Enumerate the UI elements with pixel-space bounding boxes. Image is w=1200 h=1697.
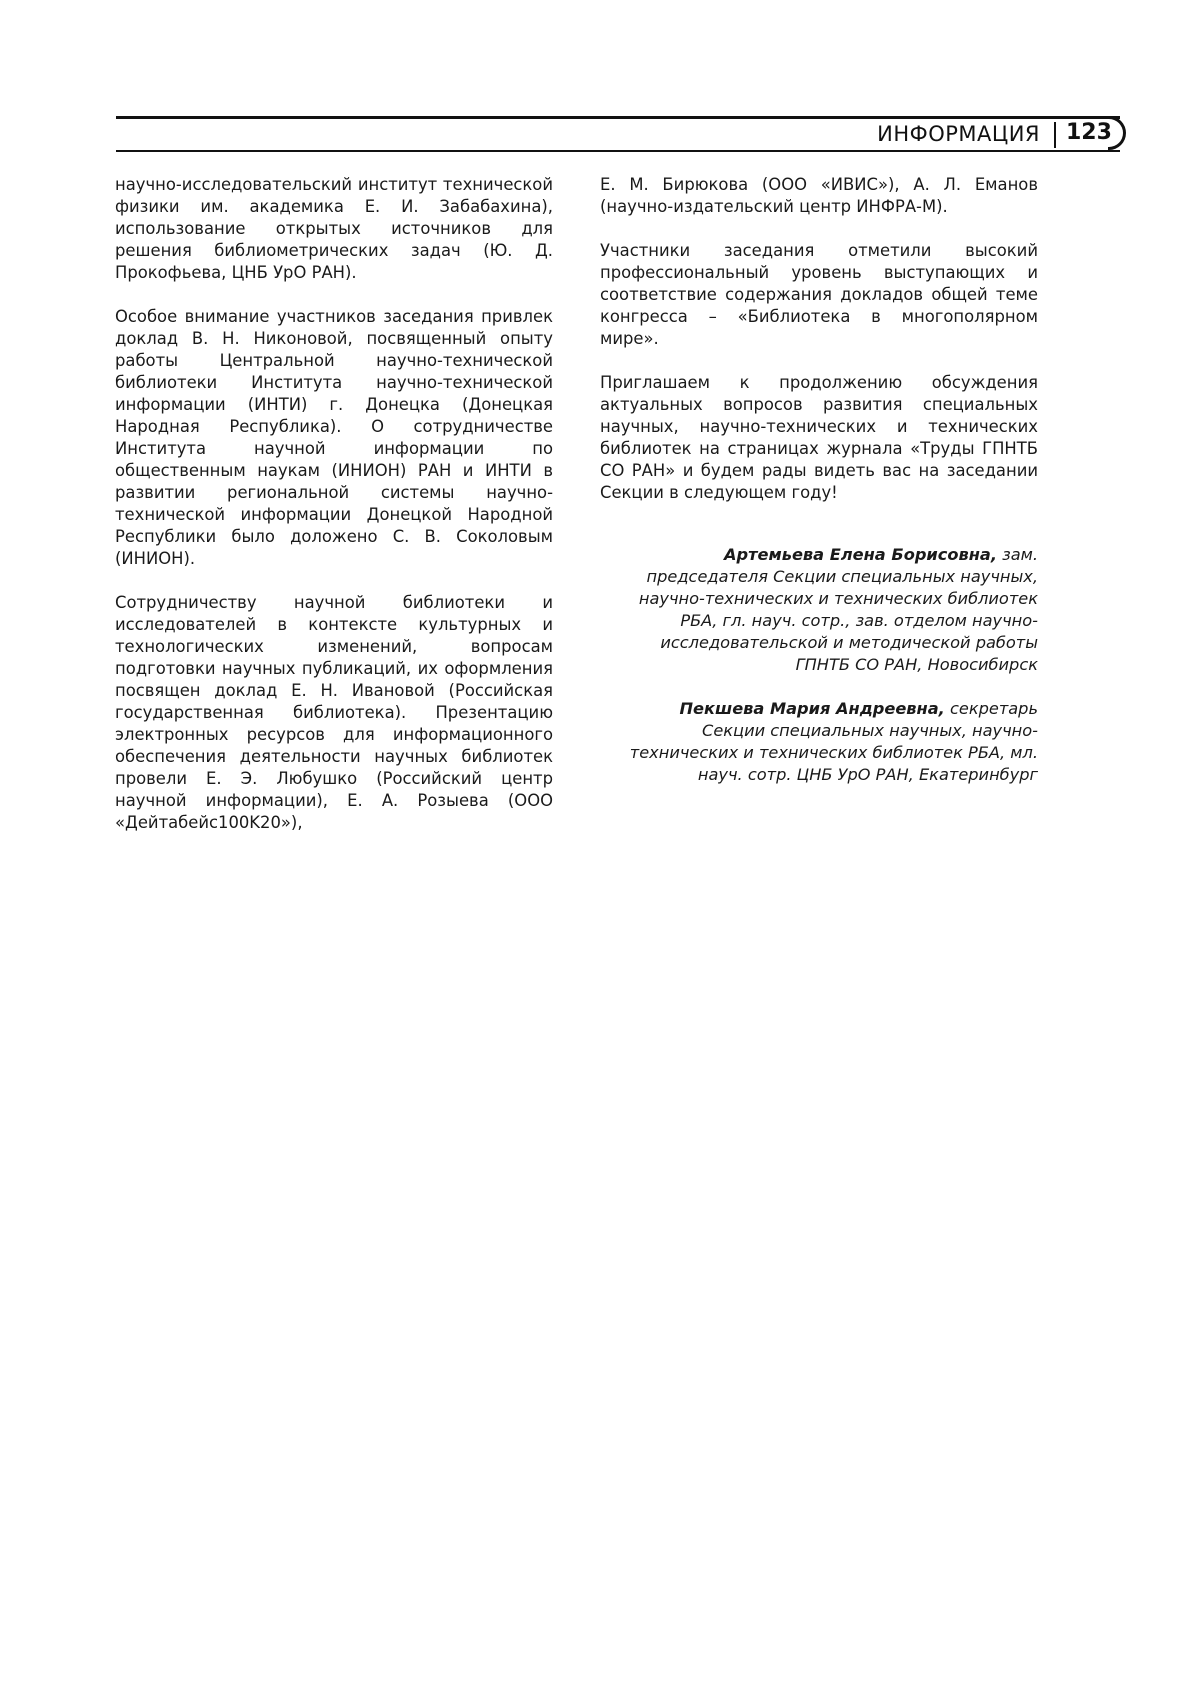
- paragraph: Особое внимание участников заседания привлек доклад В. Н. Никоновой, посвященный опыту работы Центральной научно-технической библиотеки Института научно-технической информации (ИНТИ) г. Донецка (Донецкая Народная Республика). О сотрудничестве Института научной информации по общественным наукам (ИНИОН) РАН и ИНТИ в развитии региональной системы научно-технической информации Донецкой Народной Республики было доложено С. В. Соколовым (ИНИОН).: [115, 307, 553, 568]
- author-signature: [600, 698, 1038, 786]
- author-name: Артемьева Елена Борисовна,: [724, 545, 997, 564]
- running-header-section: ИНФОРМАЦИЯ: [877, 122, 1040, 146]
- header-divider: [1054, 122, 1056, 148]
- left-column: [115, 174, 553, 856]
- paragraph: научно-исследовательский институт технической физики им. академика Е. И. Забабахина), использование открытых источников для решения библиометрических задач (Ю. Д. Прокофьева, ЦНБ УрО РАН).: [115, 175, 553, 282]
- paragraph: Е. М. Бирюкова (ООО «ИВИС»), А. Л. Еманов (научно-издательский центр ИНФРА-М).: [600, 175, 1038, 216]
- author-name: Пекшева Мария Андреевна,: [679, 699, 945, 718]
- header-rule-bottom: [116, 150, 1120, 152]
- paragraph: Приглашаем к продолжению обсуждения актуальных вопросов развития специальных научных, научно-технических и технических библиотек на страницах журнала «Труды ГПНТБ СО РАН» и будем рады видеть вас на заседании Секции в следующем году!: [600, 373, 1038, 502]
- page-number: 123: [1066, 120, 1112, 145]
- author-affiliation: зам. председателя Секции специальных научных, научно-технических и технических библиотек РБА, гл. науч. сотр., зав. отделом научно-исследовательской и методической работы ГПНТБ СО РАН, Новосибирск: [638, 545, 1038, 674]
- author-affiliation: секретарь Секции специальных научных, научно-технических и технических библиотек РБА, мл. науч. сотр. ЦНБ УрО РАН, Екатеринбург: [629, 699, 1038, 784]
- right-column: [600, 174, 1038, 808]
- paragraph: Участники заседания отметили высокий профессиональный уровень выступающих и соответствие содержания докладов общей теме конгресса – «Библиотека в многополярном мире».: [600, 241, 1038, 348]
- paragraph: Сотрудничеству научной библиотеки и исследователей в контексте культурных и технологических изменений, вопросам подготовки научных публикаций, их оформления посвящен доклад Е. Н. Ивановой (Российская государственная библиотека). Презентацию электронных ресурсов для информационного обеспечения деятельности научных библиотек провели Е. Э. Любушко (Российский центр научной информации), Е. А. Розыева (ООО «Дейтабейс100K20»),: [115, 593, 553, 832]
- header-rule-top: [116, 116, 1120, 119]
- author-signatures: [600, 544, 1038, 786]
- author-signature: [600, 544, 1038, 676]
